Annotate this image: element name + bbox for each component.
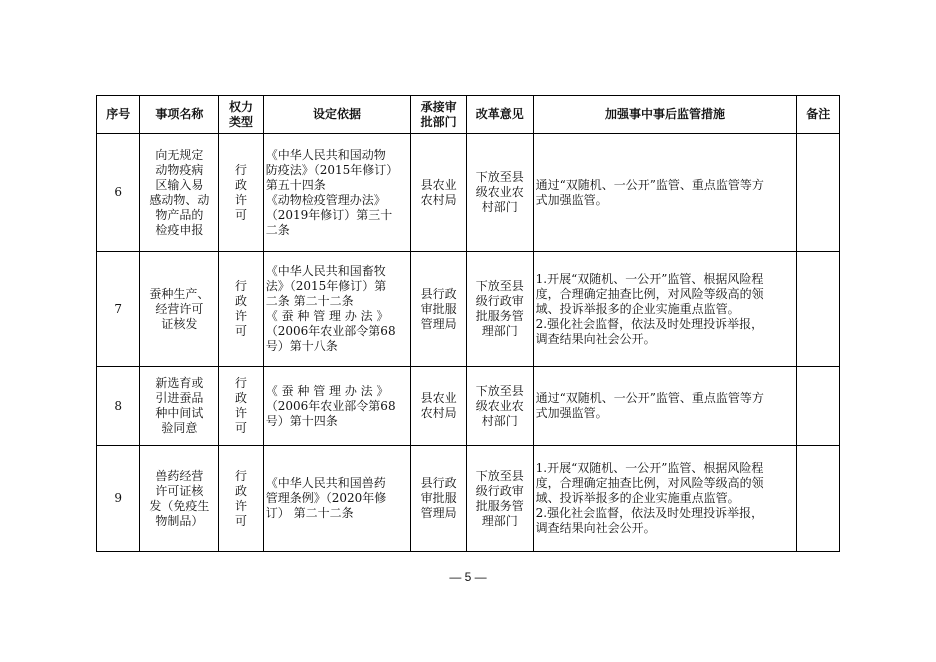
power-type-cell-line: 行 xyxy=(235,468,248,483)
power-type-cell-line: 可 xyxy=(235,513,248,528)
legal-basis-cell-line: 《中华人民共和国动物 xyxy=(265,147,386,162)
legal-basis-cell-line: （2006年农业部令第68 xyxy=(265,324,396,338)
supervision-measures-cell-line: 域、投诉举报多的企业实施重点监管。 xyxy=(535,491,740,505)
reform-opinion-cell xyxy=(466,134,533,252)
legal-basis-cell-line: （2006年农业部令第68 xyxy=(265,398,396,413)
power-type-cell xyxy=(219,367,263,446)
serial-cell: 7 xyxy=(97,252,140,367)
item-name-cell xyxy=(140,252,219,367)
legal-basis-cell-line: 二条 第二十二条 xyxy=(265,294,354,308)
header-power-type-line: 权力 xyxy=(229,99,254,114)
supervision-measures-cell-line: 度，合理确定抽查比例，对风险等级高的领 xyxy=(535,286,764,301)
reform-opinion-cell xyxy=(466,252,533,367)
legal-basis-cell-line: 防疫法》（2015年修订） xyxy=(265,162,399,177)
header-reform-opinion: 改革意见 xyxy=(466,96,533,134)
approval-dept-cell-line: 管理局 xyxy=(420,506,457,520)
legal-basis-cell xyxy=(263,367,411,446)
reform-opinion-cell-line: 村部门 xyxy=(481,413,518,428)
remarks-cell xyxy=(797,252,840,367)
supervision-measures-cell xyxy=(533,252,797,367)
legal-basis-cell-line: 《 蚕 种 管 理 办 法 》 xyxy=(265,383,389,398)
legal-basis-cell xyxy=(263,134,411,252)
item-name-cell-line: 动物疫病 xyxy=(155,162,204,177)
power-type-cell-line: 政 xyxy=(235,177,248,192)
item-name-cell-line: 物产品的 xyxy=(155,207,204,222)
item-name-cell-line: 发（免疫生 xyxy=(149,498,210,513)
power-type-cell-line: 许 xyxy=(235,309,248,323)
supervision-measures-cell-line: 式加强监管。 xyxy=(535,406,608,420)
reform-opinion-cell-line: 级农业农 xyxy=(475,185,524,199)
reform-opinion-cell xyxy=(466,446,533,552)
legal-basis-cell-line: 第五十四条 xyxy=(265,177,326,192)
legal-basis-cell-line: 号）第十八条 xyxy=(265,339,338,353)
legal-basis-cell xyxy=(263,252,411,367)
item-name-cell-line: 兽药经营 xyxy=(155,468,204,483)
approval-dept-cell-line: 县行政 xyxy=(420,476,457,490)
item-name-cell-line: 新选育或 xyxy=(155,376,204,390)
approval-dept-cell xyxy=(411,367,467,446)
reform-opinion-cell-line: 级农业农 xyxy=(475,398,524,413)
supervision-measures-cell xyxy=(533,367,797,446)
item-name-cell-line: 检疫申报 xyxy=(155,222,204,237)
legal-basis-cell-line: （2019年修订）第三十 xyxy=(265,207,393,222)
header-serial: 序号 xyxy=(97,96,140,134)
power-type-cell-line: 许 xyxy=(235,498,248,513)
reform-opinion-cell xyxy=(466,367,533,446)
power-type-cell-line: 可 xyxy=(235,421,248,435)
legal-basis-cell-line: 法》（2015年修订）第 xyxy=(265,279,387,293)
header-item-name: 事项名称 xyxy=(140,96,219,134)
table-header-row xyxy=(97,96,840,134)
supervision-measures-cell-line: 2.强化社会监督，依法及时处理投诉举报， xyxy=(535,506,764,520)
supervision-measures-cell-line: 通过“双随机、一公开”监管、重点监管等方 xyxy=(535,177,764,192)
approval-dept-cell-line: 审批服 xyxy=(420,301,457,316)
legal-basis-cell-line: 《中华人民共和国兽药 xyxy=(265,476,386,490)
reform-opinion-cell-line: 下放至县 xyxy=(475,468,524,483)
legal-basis-cell-line: 号）第十四条 xyxy=(265,413,338,428)
supervision-measures-cell-line: 式加强监管。 xyxy=(535,192,608,207)
power-type-cell-line: 行 xyxy=(235,376,248,390)
remarks-cell xyxy=(797,446,840,552)
item-name-cell-line: 证核发 xyxy=(161,316,198,331)
item-name-cell-line: 蚕种生产、 xyxy=(149,286,210,301)
item-name-cell-line: 向无规定 xyxy=(155,147,204,162)
item-name-cell-line: 验同意 xyxy=(161,421,198,435)
item-name-cell-line: 种中间试 xyxy=(155,406,204,420)
approval-dept-cell-line: 农村局 xyxy=(420,406,457,420)
power-type-cell-line: 政 xyxy=(235,483,248,498)
power-type-cell-line: 许 xyxy=(235,192,248,207)
supervision-measures-cell xyxy=(533,134,797,252)
item-name-cell xyxy=(140,446,219,552)
power-type-cell xyxy=(219,446,263,552)
approval-dept-cell-line: 审批服 xyxy=(420,491,457,505)
reform-opinion-cell-line: 村部门 xyxy=(481,200,518,214)
legal-basis-cell-line: 《中华人民共和国畜牧 xyxy=(265,264,386,278)
supervision-measures-cell-line: 通过“双随机、一公开”监管、重点监管等方 xyxy=(535,391,764,405)
approval-dept-cell xyxy=(411,446,467,552)
supervision-measures-cell-line: 调查结果向社会公开。 xyxy=(535,521,656,535)
power-type-cell-line: 政 xyxy=(235,294,248,308)
approval-dept-cell-line: 县农业 xyxy=(420,177,457,192)
supervision-measures-cell-line: 度，合理确定抽查比例，对风险等级高的领 xyxy=(535,476,764,490)
reform-opinion-cell-line: 级行政审 xyxy=(475,483,524,498)
approval-dept-cell-line: 县农业 xyxy=(420,391,457,405)
reform-opinion-cell-line: 批服务管 xyxy=(475,309,524,323)
power-type-cell xyxy=(219,252,263,367)
supervision-measures-cell-line: 域、投诉举报多的企业实施重点监管。 xyxy=(535,301,740,316)
power-type-cell-line: 政 xyxy=(235,391,248,405)
power-list-table xyxy=(96,95,840,552)
reform-opinion-cell-line: 理部门 xyxy=(481,324,518,338)
legal-basis-cell-line: 二条 xyxy=(265,222,290,237)
approval-dept-cell xyxy=(411,252,467,367)
remarks-cell xyxy=(797,134,840,252)
table-row xyxy=(97,134,840,252)
remarks-cell xyxy=(797,367,840,446)
table-row xyxy=(97,367,840,446)
table-row xyxy=(97,252,840,367)
item-name-cell-line: 引进蚕品 xyxy=(155,391,204,405)
supervision-measures-cell-line: 1.开展“双随机、一公开”监管、根据风险程 xyxy=(535,271,764,286)
serial-cell: 6 xyxy=(97,134,140,252)
item-name-cell xyxy=(140,367,219,446)
supervision-measures-cell-line: 调查结果向社会公开。 xyxy=(535,331,656,346)
header-supervision-measures: 加强事中事后监管措施 xyxy=(533,96,797,134)
approval-dept-cell-line: 农村局 xyxy=(420,192,457,207)
item-name-cell xyxy=(140,134,219,252)
page-number: — 5 — xyxy=(449,570,487,584)
table-row xyxy=(97,446,840,552)
reform-opinion-cell-line: 下放至县 xyxy=(475,170,524,184)
power-type-cell-line: 可 xyxy=(235,324,248,338)
header-power-type xyxy=(219,96,263,134)
power-type-cell-line: 行 xyxy=(235,162,248,177)
supervision-measures-cell-line: 1.开展“双随机、一公开”监管、根据风险程 xyxy=(535,461,764,475)
legal-basis-cell-line: 订） 第二十二条 xyxy=(265,506,354,520)
header-legal-basis: 设定依据 xyxy=(263,96,411,134)
header-approval-dept xyxy=(411,96,467,134)
supervision-measures-cell xyxy=(533,446,797,552)
header-approval-dept-line: 承接审 xyxy=(420,99,457,114)
legal-basis-cell-line: 管理条例》（2020年修 xyxy=(265,491,387,505)
reform-opinion-cell-line: 批服务管 xyxy=(475,498,524,513)
reform-opinion-cell-line: 下放至县 xyxy=(475,383,524,398)
item-name-cell-line: 经营许可 xyxy=(155,301,204,316)
header-power-type-line: 类型 xyxy=(229,114,254,129)
item-name-cell-line: 区输入易 xyxy=(155,177,204,192)
power-type-cell-line: 可 xyxy=(235,207,248,222)
reform-opinion-cell-line: 理部门 xyxy=(481,513,518,528)
legal-basis-cell xyxy=(263,446,411,552)
reform-opinion-cell-line: 下放至县 xyxy=(475,279,524,293)
item-name-cell-line: 感动物、动 xyxy=(149,192,210,207)
approval-dept-cell xyxy=(411,134,467,252)
reform-opinion-cell-line: 级行政审 xyxy=(475,294,524,308)
serial-cell: 8 xyxy=(97,367,140,446)
supervision-measures-cell-line: 2.强化社会监督，依法及时处理投诉举报， xyxy=(535,316,764,331)
power-type-cell xyxy=(219,134,263,252)
approval-dept-cell-line: 县行政 xyxy=(420,286,457,301)
legal-basis-cell-line: 《动物检疫管理办法》 xyxy=(265,192,386,207)
legal-basis-cell-line: 《 蚕 种 管 理 办 法 》 xyxy=(265,309,389,323)
item-name-cell-line: 物制品） xyxy=(155,513,204,528)
approval-dept-cell-line: 管理局 xyxy=(420,316,457,331)
power-type-cell-line: 许 xyxy=(235,406,248,420)
serial-cell: 9 xyxy=(97,446,140,552)
header-remarks: 备注 xyxy=(797,96,840,134)
item-name-cell-line: 许可证核 xyxy=(155,483,204,498)
header-approval-dept-line: 批部门 xyxy=(420,114,457,129)
power-type-cell-line: 行 xyxy=(235,279,248,293)
